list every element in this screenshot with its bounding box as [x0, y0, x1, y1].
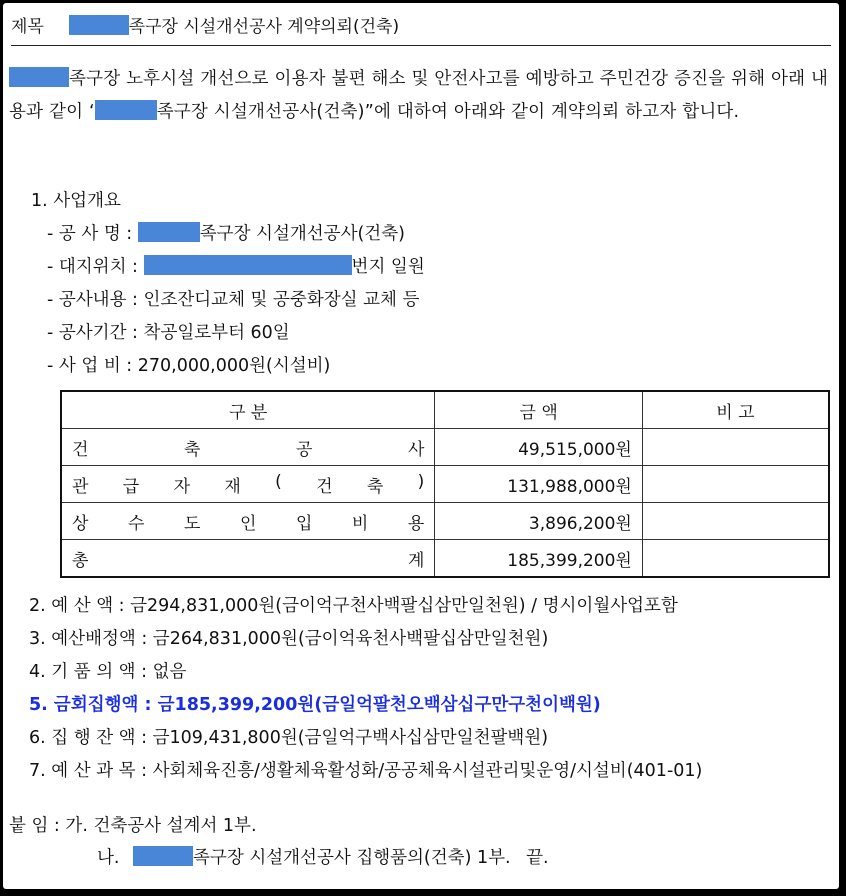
table-row [61, 429, 829, 466]
budget-account: 7. 예 산 과 목 : 사회체육진흥/생활체육활성화/공공체육시설관리및운영/시설비(401-01) [29, 761, 703, 781]
redaction-block [144, 255, 352, 275]
redaction-block [69, 15, 129, 35]
title-text: 족구장 시설개선공사 계약의뢰(건축) [128, 17, 400, 37]
section1-heading: 1. 사업개요 [31, 191, 121, 211]
item-value: 번지 일원 [351, 257, 425, 277]
redaction-block [138, 222, 200, 242]
overview-item-location [47, 254, 425, 280]
current-execution: 5. 금회집행액 : 금185,399,200원(금일억팔천오백삼십구만구천이백원) [29, 695, 601, 715]
attachment-line-2 [97, 845, 549, 871]
attachment-item-b: 족구장 시설개선공사 집행품의(건축) 1부. [193, 848, 511, 868]
budget-allocation: 3. 예산배정액 : 금264,831,000원(금이억육천사백팔십삼만일천원) [29, 629, 549, 649]
row-note [642, 503, 829, 540]
overview-item-period [47, 320, 290, 346]
table-header-row [61, 391, 829, 429]
header-note: 비 고 [642, 391, 829, 429]
prior-approval: 4. 기 품 의 액 : 없음 [29, 662, 187, 682]
cost-table [60, 390, 830, 578]
title-label: 제목 [11, 17, 44, 37]
intro-text-1: 족구장 노후시설 개선으로 이용자 불편 해소 및 안전사고를 예방하고 주민건강 증진을 위해 아래 내용과 같이 ‘ [9, 69, 829, 122]
budget-amount: 2. 예 산 액 : 금294,831,000원(금이억구천사백팔십삼만일천원) / 명시이월사업포함 [29, 596, 678, 616]
item-value: 인조잔디교체 및 공중화장실 교체 등 [143, 290, 420, 310]
intro-paragraph [9, 63, 833, 129]
redaction-block [95, 100, 157, 120]
table-row [61, 503, 829, 540]
attachment-prefix: 나. [97, 848, 120, 868]
attachment-item-a: 가. 건축공사 설계서 1부. [65, 816, 257, 836]
table-row [61, 466, 829, 503]
item-label: - 대지위치 : [47, 257, 138, 277]
title-row [11, 13, 831, 46]
table-total-row [61, 540, 829, 578]
item-value: 족구장 시설개선공사(건축) [199, 224, 405, 244]
header-category: 구 분 [61, 391, 435, 429]
row-label: 상 수 도 인 입 비 용 [61, 503, 435, 540]
attachment-line-1 [9, 813, 257, 839]
overview-item-budget [47, 353, 330, 379]
total-note [642, 540, 829, 578]
header-amount: 금 액 [435, 391, 642, 429]
remaining-balance: 6. 집 행 잔 액 : 금109,431,800원(금일억구백사십삼만일천팔백원) [29, 728, 549, 748]
row-label: 건 축 공 사 [61, 429, 435, 466]
total-amount: 185,399,200원 [435, 540, 642, 578]
end-mark: 끝. [526, 848, 549, 868]
redaction-block [133, 846, 193, 866]
intro-text-2: 족구장 시설개선공사(건축)”에 대하여 아래와 같이 계약의뢰 하고자 합니다. [156, 102, 740, 122]
overview-item-name [47, 221, 405, 247]
item-label: - 공사기간 : [47, 323, 138, 343]
item-label: - 사 업 비 : [47, 356, 133, 376]
item-value: 270,000,000원(시설비) [137, 356, 331, 376]
row-amount: 131,988,000원 [435, 466, 642, 503]
total-label: 총 계 [61, 540, 435, 578]
row-note [642, 466, 829, 503]
item-value: 착공일로부터 60일 [143, 323, 290, 343]
document-page [3, 3, 839, 889]
attachment-label: 붙 임 : [9, 816, 60, 836]
item-label: - 공사내용 : [47, 290, 138, 310]
overview-item-content [47, 287, 419, 313]
row-note [642, 429, 829, 466]
redaction-block [9, 67, 69, 87]
item-label: - 공 사 명 : [47, 224, 133, 244]
row-amount: 3,896,200원 [435, 503, 642, 540]
row-amount: 49,515,000원 [435, 429, 642, 466]
row-label: 관 급 자 재 ( 건 축 ) [61, 466, 435, 503]
